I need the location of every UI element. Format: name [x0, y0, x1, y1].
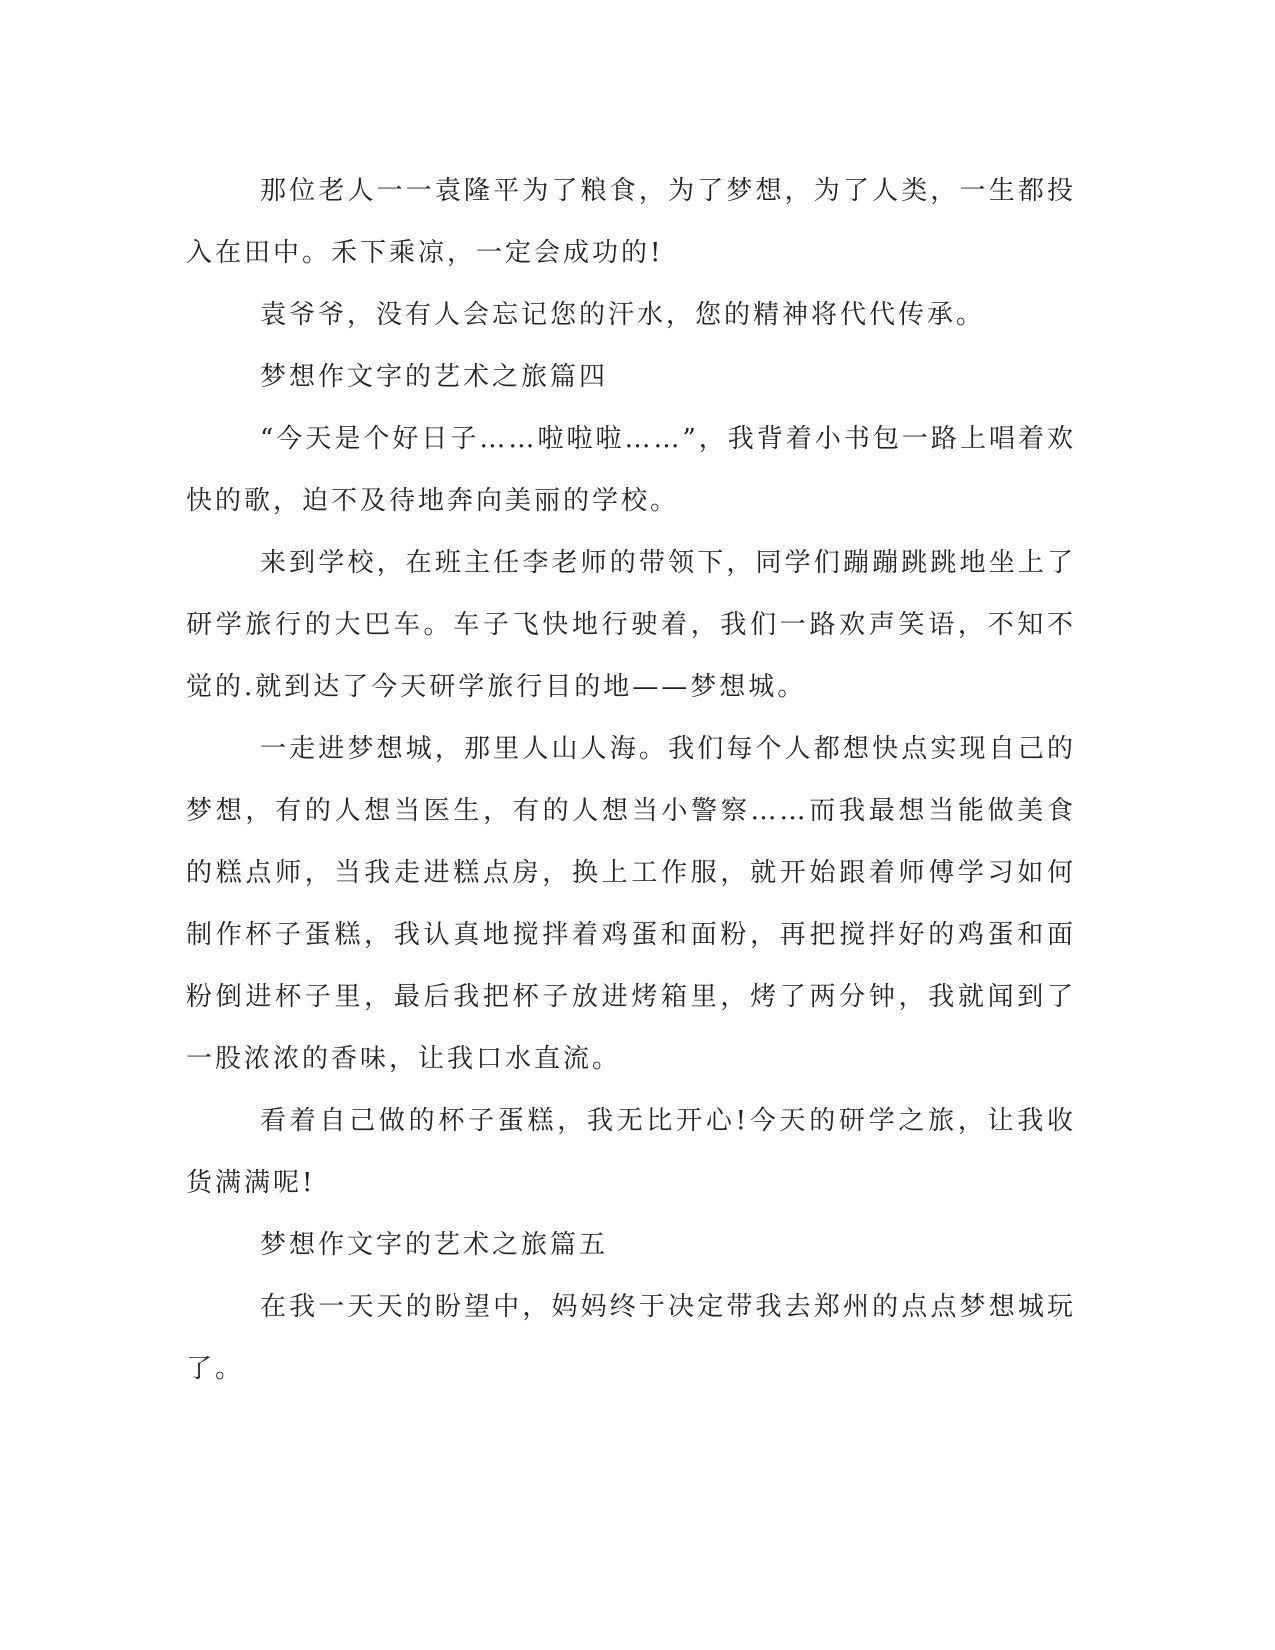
section-heading-5: 梦想作文字的艺术之旅篇五 — [260, 1230, 609, 1260]
paragraph-cupcake: 看着自己做的杯子蛋糕，我无比开心!今天的研学之旅，让我收货满满呢! — [186, 1106, 1076, 1198]
section-heading-4: 梦想作文字的艺术之旅篇四 — [260, 362, 609, 392]
paragraph-zhengzhou: 在我一天天的盼望中，妈妈终于决定带我去郑州的点点梦想城玩了。 — [186, 1292, 1076, 1384]
paragraph-yuan-longping: 那位老人一一袁隆平为了粮食，为了梦想，为了人类，一生都投入在田中。禾下乘凉，一定会成功的! — [186, 176, 1076, 268]
paragraph-dream-city: 一走进梦想城，那里人山人海。我们每个人都想快点实现自己的梦想，有的人想当医生，有的人想当小警察……而我最想当能做美食的糕点师，当我走进糕点房，换上工作服，就开始跟着师傅学习如何制作杯子蛋糕，我认真地搅拌着鸡蛋和面粉，再把搅拌好的鸡蛋和面粉倒进杯子里，最后我把杯子放进烤箱里，烤了两分钟，我就闻到了一股浓浓的香味，让我口水直流。 — [186, 734, 1076, 1074]
paragraph-grandpa-yuan: 袁爷爷，没有人会忘记您的汗水，您的精神将代代传承。 — [260, 300, 986, 330]
paragraph-good-day-song: “今天是个好日子……啦啦啦……”，我背着小书包一路上唱着欢快的歌，迫不及待地奔向美丽的学校。 — [186, 424, 1076, 516]
paragraph-arrive-school: 来到学校，在班主任李老师的带领下，同学们蹦蹦跳跳地坐上了研学旅行的大巴车。车子飞快地行驶着，我们一路欢声笑语，不知不觉的.就到达了今天研学旅行目的地——梦想城。 — [186, 548, 1076, 702]
document-body — [186, 160, 1076, 1400]
